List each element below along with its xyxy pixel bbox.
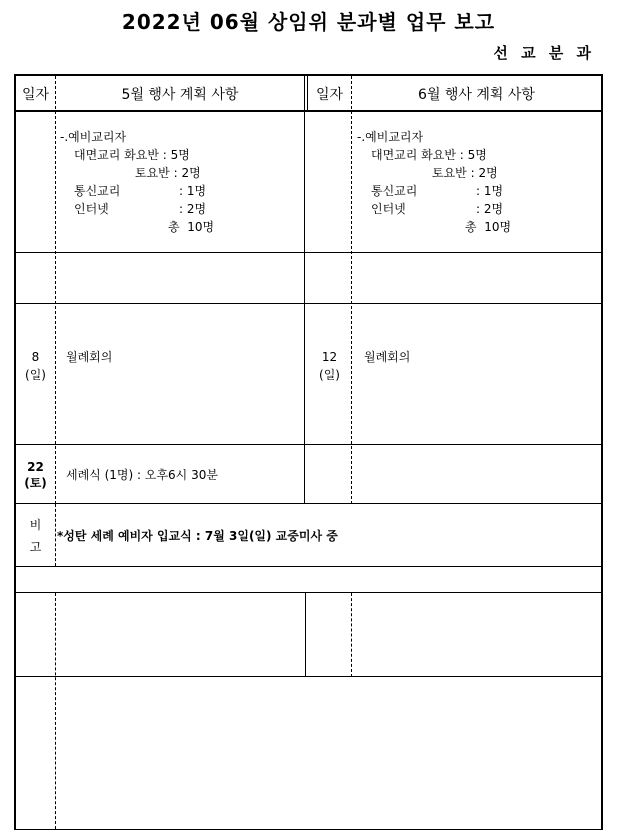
may-meeting-day: 8 <box>31 350 40 364</box>
june-plan-header: 6월 행사 계획 사항 <box>418 87 535 103</box>
date-header-right: 일자 <box>315 87 344 103</box>
remarks-label-bottom: 고 <box>29 540 42 554</box>
may-catechumen-heading: -.예비교리자 <box>60 130 127 144</box>
june-catechumen-line2: 토요반 : 2명 <box>432 166 498 180</box>
june-catechumen-total: 총 10명 <box>465 220 512 234</box>
june-catechumen-heading: -.예비교리자 <box>357 130 424 144</box>
may-catechumen-line3-label: 통신교리 <box>74 184 121 198</box>
may-plan-header: 5월 행사 계획 사항 <box>121 87 239 103</box>
may-meeting-weekday: (일) <box>25 368 46 382</box>
may-catechumen-line4-label: 인터넷 <box>74 202 109 216</box>
date-header-left: 일자 <box>21 87 50 103</box>
june-meeting-text: 월례회의 <box>364 350 411 364</box>
june-catechumen-line4-value: : 2명 <box>476 202 504 216</box>
may-baptism-text: 세례식 (1명) : 오후6시 30분 <box>66 468 218 482</box>
june-catechumen-line3-label: 통신교리 <box>371 184 418 198</box>
may-catechumen-line1: 대면교리 화요반 : 5명 <box>74 148 190 162</box>
june-meeting-weekday: (일) <box>319 368 340 382</box>
may-baptism-weekday: (토) <box>24 476 47 490</box>
may-meeting-text: 월례회의 <box>66 350 113 364</box>
remarks-text: *성탄 세례 예비자 입교식 : 7월 3일(일) 교중미사 중 <box>57 529 338 543</box>
may-catechumen-total: 총 10명 <box>168 220 215 234</box>
june-catechumen-line1: 대면교리 화요반 : 5명 <box>371 148 487 162</box>
may-catechumen-line3-value: : 1명 <box>179 184 207 198</box>
june-catechumen-line3-value: : 1명 <box>476 184 504 198</box>
june-meeting-day: 12 <box>321 350 338 364</box>
department-label: 선 교 분 과 <box>493 44 595 62</box>
may-catechumen-line2: 토요반 : 2명 <box>135 166 201 180</box>
may-catechumen-line4-value: : 2명 <box>179 202 207 216</box>
may-baptism-day: 22 <box>27 460 44 474</box>
remarks-label-top: 비 <box>29 518 42 532</box>
june-catechumen-line4-label: 인터넷 <box>371 202 406 216</box>
page-title: 2022년 06월 상임위 분과별 업무 보고 <box>121 10 496 34</box>
